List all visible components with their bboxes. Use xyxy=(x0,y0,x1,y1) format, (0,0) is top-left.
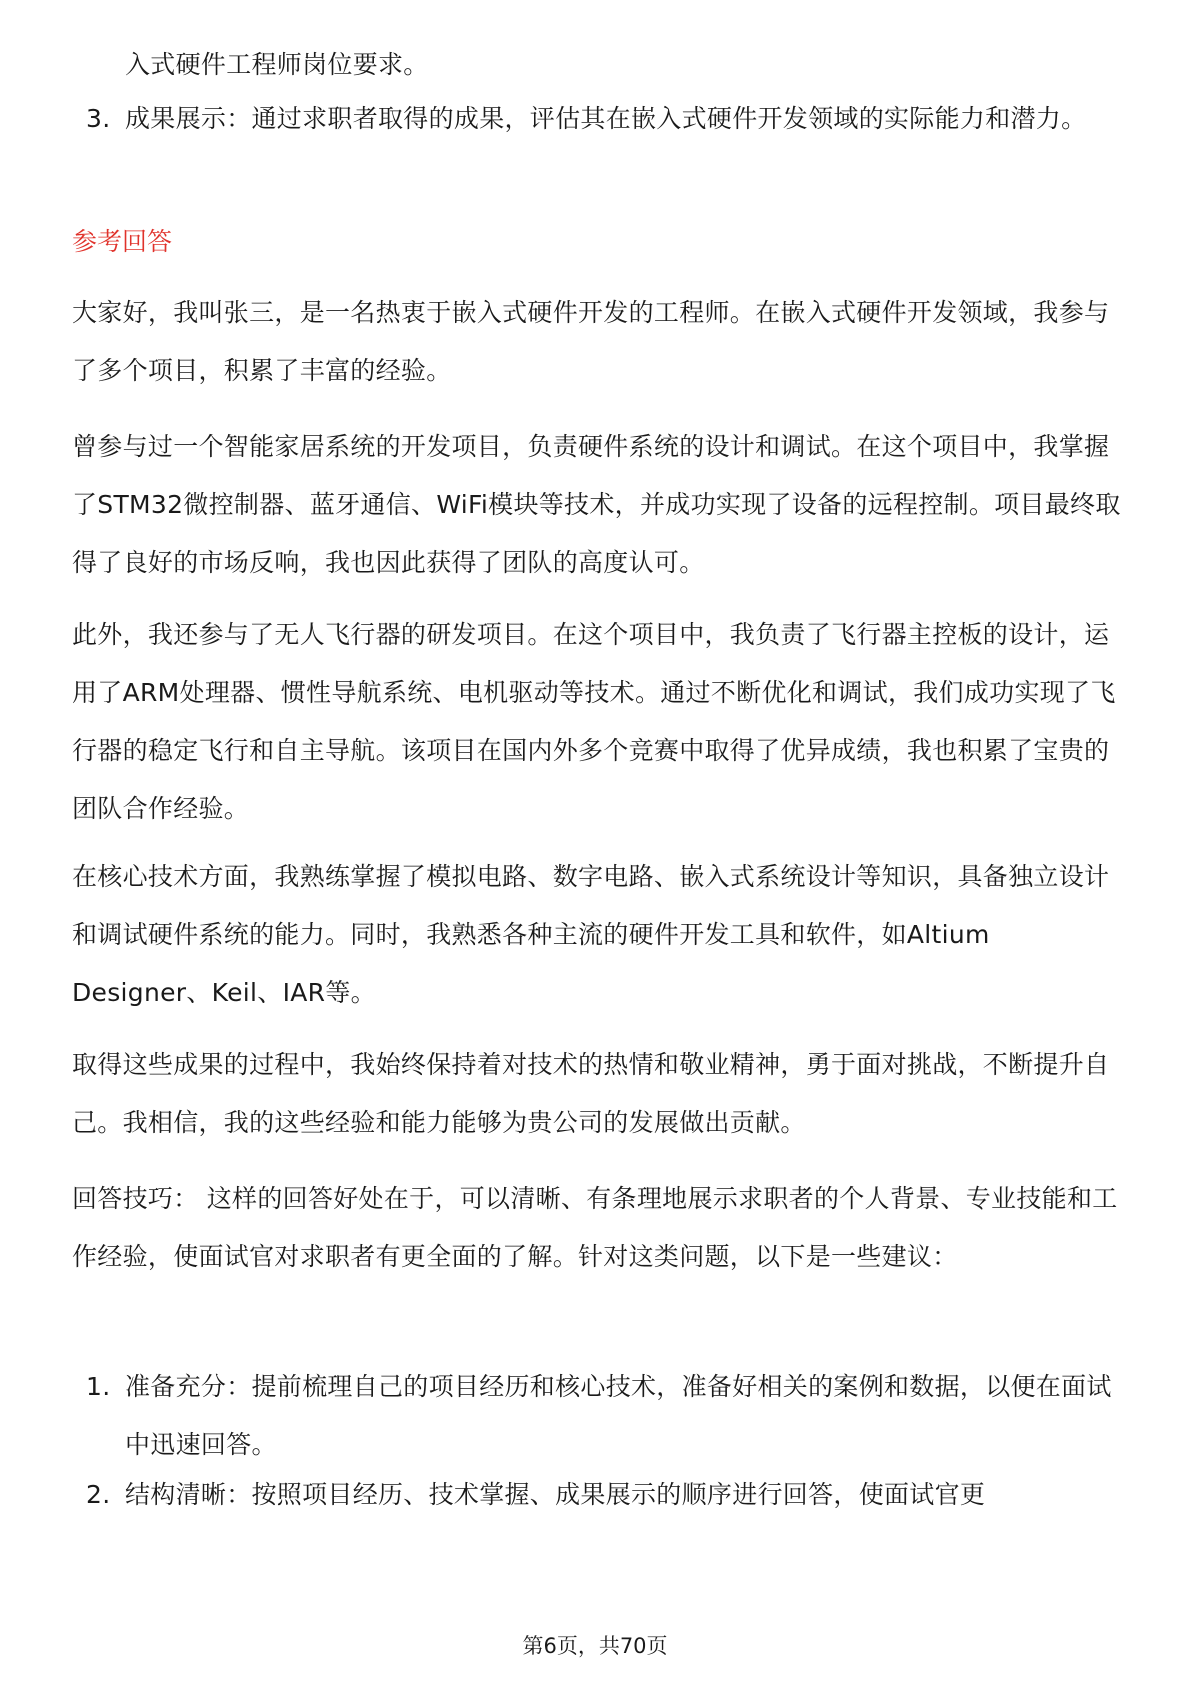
paragraph-tips-intro: 回答技巧： 这样的回答好处在于，可以清晰、有条理地展示求职者的个人背景、专业技能和工作经验，使面试官对求职者有更全面的了解。针对这类问题，以下是一些建议： xyxy=(72,1184,1118,1271)
page-number-footer: 第6页，共70页 xyxy=(522,1634,668,1658)
tip-list-item xyxy=(72,1466,1132,1524)
list-item-text: 成果展示：通过求职者取得的成果，评估其在嵌入式硬件开发领域的实际能力和潜力。 xyxy=(125,104,1087,133)
section-heading: 参考回答 xyxy=(72,227,173,256)
criteria-list-item xyxy=(72,90,1132,148)
paragraph-attitude: 取得这些成果的过程中，我始终保持着对技术的热情和敬业精神，勇于面对挑战，不断提升自己。我相信，我的这些经验和能力能够为贵公司的发展做出贡献。 xyxy=(72,1050,1110,1137)
list-number: 3. xyxy=(86,104,111,133)
continuation-text: 入式硬件工程师岗位要求。 xyxy=(125,50,429,79)
list-item-text: 准备充分：提前梳理自己的项目经历和核心技术，准备好相关的案例和数据，以便在面试中迅速回答。 xyxy=(125,1372,1112,1459)
list-item-text: 结构清晰：按照项目经历、技术掌握、成果展示的顺序进行回答，使面试官更 xyxy=(125,1480,986,1509)
paragraph-smart-home: 曾参与过一个智能家居系统的开发项目，负责硬件系统的设计和调试。在这个项目中，我掌握了STM32微控制器、蓝牙通信、WiFi模块等技术，并成功实现了设备的远程控制。项目最终取得了良好的市场反响，我也因此获得了团队的高度认可。 xyxy=(72,432,1121,577)
tip-list-item xyxy=(72,1358,1132,1474)
list-number: 1. xyxy=(86,1372,111,1401)
paragraph-core-tech: 在核心技术方面，我熟练掌握了模拟电路、数字电路、嵌入式系统设计等知识，具备独立设计和调试硬件系统的能力。同时，我熟悉各种主流的硬件开发工具和软件，如Altium Designer、Keil、IAR等。 xyxy=(72,862,1110,1007)
list-number: 2. xyxy=(86,1480,111,1509)
paragraph-intro: 大家好，我叫张三，是一名热衷于嵌入式硬件开发的工程师。在嵌入式硬件开发领域，我参与了多个项目，积累了丰富的经验。 xyxy=(72,298,1110,385)
paragraph-drone: 此外，我还参与了无人飞行器的研发项目。在这个项目中，我负责了飞行器主控板的设计，运用了ARM处理器、惯性导航系统、电机驱动等技术。通过不断优化和调试，我们成功实现了飞行器的稳定飞行和自主导航。该项目在国内外多个竞赛中取得了优异成绩，我也积累了宝贵的团队合作经验。 xyxy=(72,620,1116,823)
